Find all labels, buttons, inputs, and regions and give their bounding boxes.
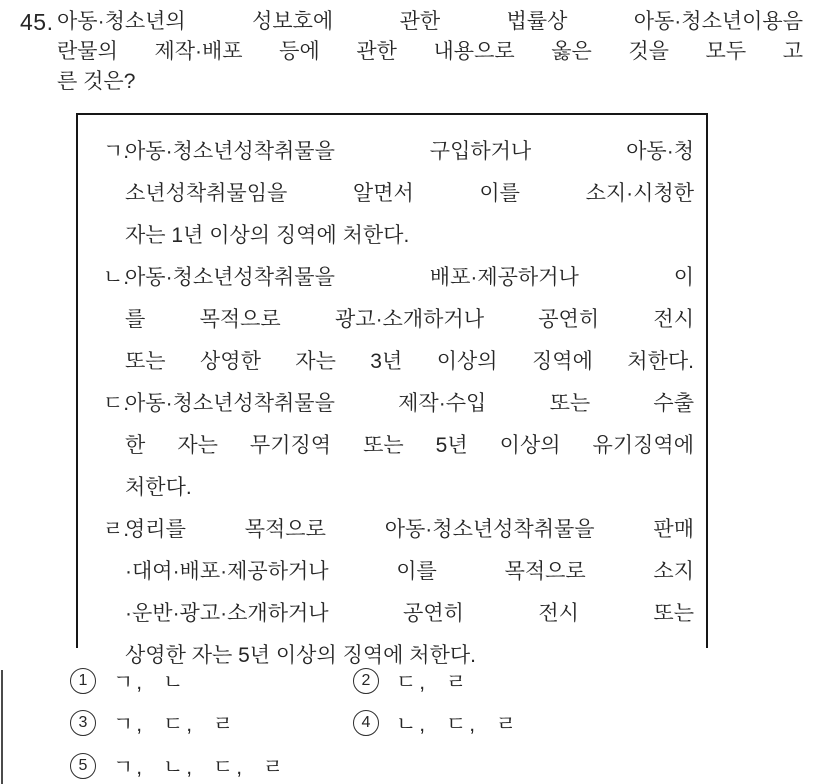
choice-text: ㄱ, ㄷ, ㄹ bbox=[113, 713, 237, 736]
choice-text: ㄷ, ㄹ bbox=[396, 671, 470, 694]
statement-g bbox=[78, 131, 706, 257]
statement-line: 아동·청소년성착취물을 배포·제공하거나 이 bbox=[125, 266, 694, 289]
statement-line: 영리를 목적으로 아동·청소년성착취물을 판매 bbox=[125, 518, 694, 541]
statement-line: 한 자는 무기징역 또는 5년 이상의 유기징역에 bbox=[125, 434, 694, 457]
choice-text: ㄴ, ㄷ, ㄹ bbox=[396, 713, 520, 736]
choice-option-3[interactable] bbox=[70, 709, 236, 737]
question-number: 45. bbox=[20, 9, 54, 35]
statement-d bbox=[78, 383, 706, 509]
choice-marker: 5 bbox=[70, 753, 96, 779]
statement-n bbox=[78, 257, 706, 383]
statement-label: ㄷ. bbox=[103, 392, 130, 415]
stem-line: 아동·청소년의 성보호에 관한 법률상 아동·청소년이용음 bbox=[57, 10, 803, 33]
choice-option-4[interactable] bbox=[353, 709, 519, 737]
choice-option-2[interactable] bbox=[353, 667, 469, 695]
stem-line: 른 것은? bbox=[57, 70, 136, 93]
statement-line: 또는 상영한 자는 3년 이상의 징역에 처한다. bbox=[125, 350, 694, 373]
statement-r bbox=[78, 509, 706, 677]
statement-line: 소년성착취물임을 알면서 이를 소지·시청한 bbox=[125, 182, 694, 205]
page-column-divider bbox=[1, 670, 3, 784]
statement-line: ·대여·배포·제공하거나 이를 목적으로 소지 bbox=[125, 560, 694, 583]
choice-text: ㄱ, ㄴ bbox=[113, 671, 187, 694]
statement-line: 자는 1년 이상의 징역에 처한다. bbox=[125, 224, 410, 247]
statement-label: ㄴ. bbox=[103, 266, 130, 289]
choice-marker: 3 bbox=[70, 710, 96, 736]
statement-line: ·운반·광고·소개하거나 공연히 전시 또는 bbox=[125, 602, 694, 625]
choice-marker: 2 bbox=[353, 668, 379, 694]
choice-marker: 4 bbox=[353, 710, 379, 736]
choice-text: ㄱ, ㄴ, ㄷ, ㄹ bbox=[113, 756, 287, 779]
choice-option-1[interactable] bbox=[70, 667, 186, 695]
statement-line: 아동·청소년성착취물을 제작·수입 또는 수출 bbox=[125, 392, 694, 415]
statement-line: 를 목적으로 광고·소개하거나 공연히 전시 bbox=[125, 308, 694, 331]
choice-option-5[interactable] bbox=[70, 752, 286, 780]
choice-marker: 1 bbox=[70, 668, 96, 694]
statement-label: ㄹ. bbox=[103, 518, 130, 541]
statement-line: 처한다. bbox=[125, 476, 192, 499]
statement-label: ㄱ. bbox=[103, 140, 130, 163]
statements-box bbox=[76, 113, 708, 667]
statement-line: 아동·청소년성착취물을 구입하거나 아동·청 bbox=[125, 140, 694, 163]
question-stem bbox=[57, 7, 803, 97]
stem-line: 란물의 제작·배포 등에 관한 내용으로 옳은 것을 모두 고 bbox=[57, 40, 803, 63]
statement-line: 상영한 자는 5년 이상의 징역에 처한다. bbox=[125, 644, 476, 667]
